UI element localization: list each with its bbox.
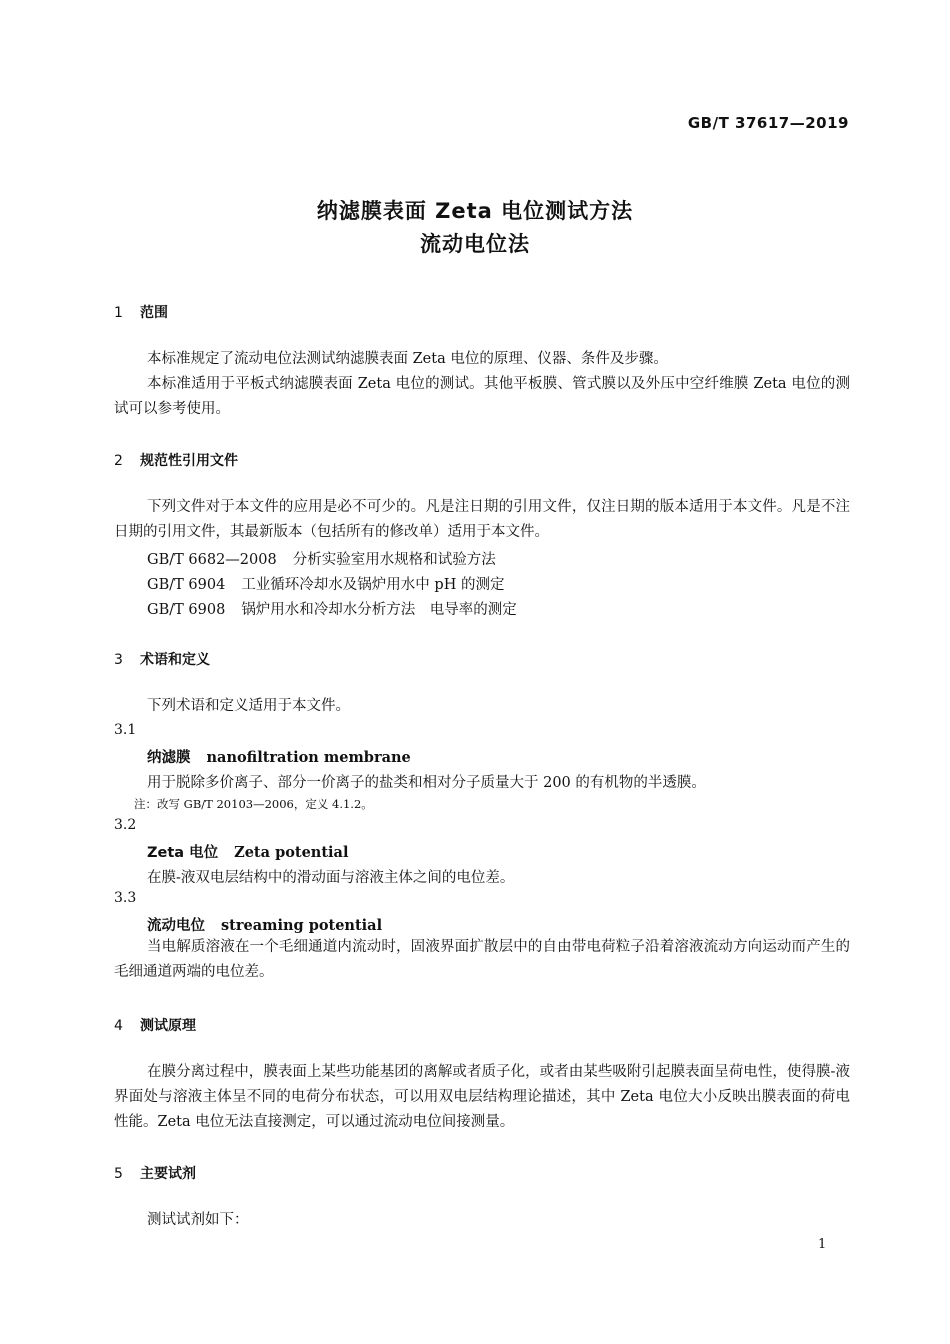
term-en: nanofiltration membrane [206,749,411,766]
doc-title-line1: 纳滤膜表面 Zeta 电位测试方法 [316,199,634,223]
section-1-heading [114,302,168,322]
term-zh: 纳滤膜 [147,750,191,766]
term-definition: 用于脱除多价离子、部分一价离子的盐类和相对分子质量大于 200 的有机物的半透膜。 [147,775,706,791]
section-title: 测试原理 [140,1018,196,1034]
section-title: 范围 [140,305,168,321]
reference-title: 工业循环冷却水及锅炉用水中 pH 的测定 [241,577,505,593]
section-title: 规范性引用文件 [140,453,238,469]
term-number: 3.3 [114,890,137,906]
reference-item [147,548,496,569]
term-number: 3.1 [114,722,137,738]
section-number: 4 [114,1018,123,1034]
reference-code: GB/T 6904 [147,577,226,593]
section-number: 2 [114,453,123,469]
term-definition: 当电解质溶液在一个毛细通道内流动时，固液界面扩散层中的自由带电荷粒子沿着溶液流动方向运动而产生的毛细通道两端的电位差。 [114,939,850,980]
standard-code: GB/T 37617—2019 [687,114,849,132]
term-number: 3.2 [114,817,137,833]
section-number: 5 [114,1166,123,1182]
term-en: streaming potential [221,917,383,934]
section-4-heading [114,1015,196,1035]
reference-item [147,573,504,594]
term-definition: 在膜-液双电层结构中的滑动面与溶液主体之间的电位差。 [147,870,515,886]
doc-title-line2: 流动电位法 [420,232,530,256]
section-4-paragraph-1: 在膜分离过程中，膜表面上某些功能基团的离解或者质子化，或者由某些吸附引起膜表面呈荷电性，使得膜-液界面处与溶液主体呈不同的电荷分布状态，可以用双电层结构理论描述，其中 Zeta 电位大小反映出膜表面的荷电性能。Zeta 电位无法直接测定，可以通过流动电位间接测量。 [114,1064,850,1130]
section-2-heading [114,450,238,470]
reference-item [147,598,517,619]
section-1-paragraph-1: 本标准规定了流动电位法测试纳滤膜表面 Zeta 电位的原理、仪器、条件及步骤。 [147,351,668,367]
section-5-heading [114,1163,196,1183]
term-heading [147,914,382,935]
term-zh: 流动电位 [147,918,205,934]
term-zh: Zeta 电位 [147,845,219,861]
section-5-paragraph-1: 测试试剂如下： [147,1212,249,1228]
term-en: Zeta potential [234,844,349,861]
section-title: 主要试剂 [140,1166,196,1182]
section-title: 术语和定义 [140,652,210,668]
section-1-paragraph-2: 本标准适用于平板式纳滤膜表面 Zeta 电位的测试。其他平板膜、管式膜以及外压中空纤维膜 Zeta 电位的测试可以参考使用。 [114,376,850,417]
section-3-paragraph-1: 下列术语和定义适用于本文件。 [147,698,350,714]
section-3-heading [114,649,210,669]
reference-code: GB/T 6908 [147,602,226,618]
term-heading [147,746,411,767]
term-heading [147,841,348,862]
page-number: 1 [818,1237,827,1252]
reference-title: 分析实验室用水规格和试验方法 [292,552,496,568]
term-note: 注：改写 GB/T 20103—2006，定义 4.1.2。 [134,797,373,811]
reference-title: 锅炉用水和冷却水分析方法 电导率的测定 [241,602,517,618]
reference-code: GB/T 6682—2008 [147,552,277,568]
section-number: 3 [114,652,123,668]
section-2-paragraph-1: 下列文件对于本文件的应用是必不可少的。凡是注日期的引用文件，仅注日期的版本适用于本文件。凡是不注日期的引用文件，其最新版本（包括所有的修改单）适用于本文件。 [114,499,850,540]
section-number: 1 [114,305,123,321]
